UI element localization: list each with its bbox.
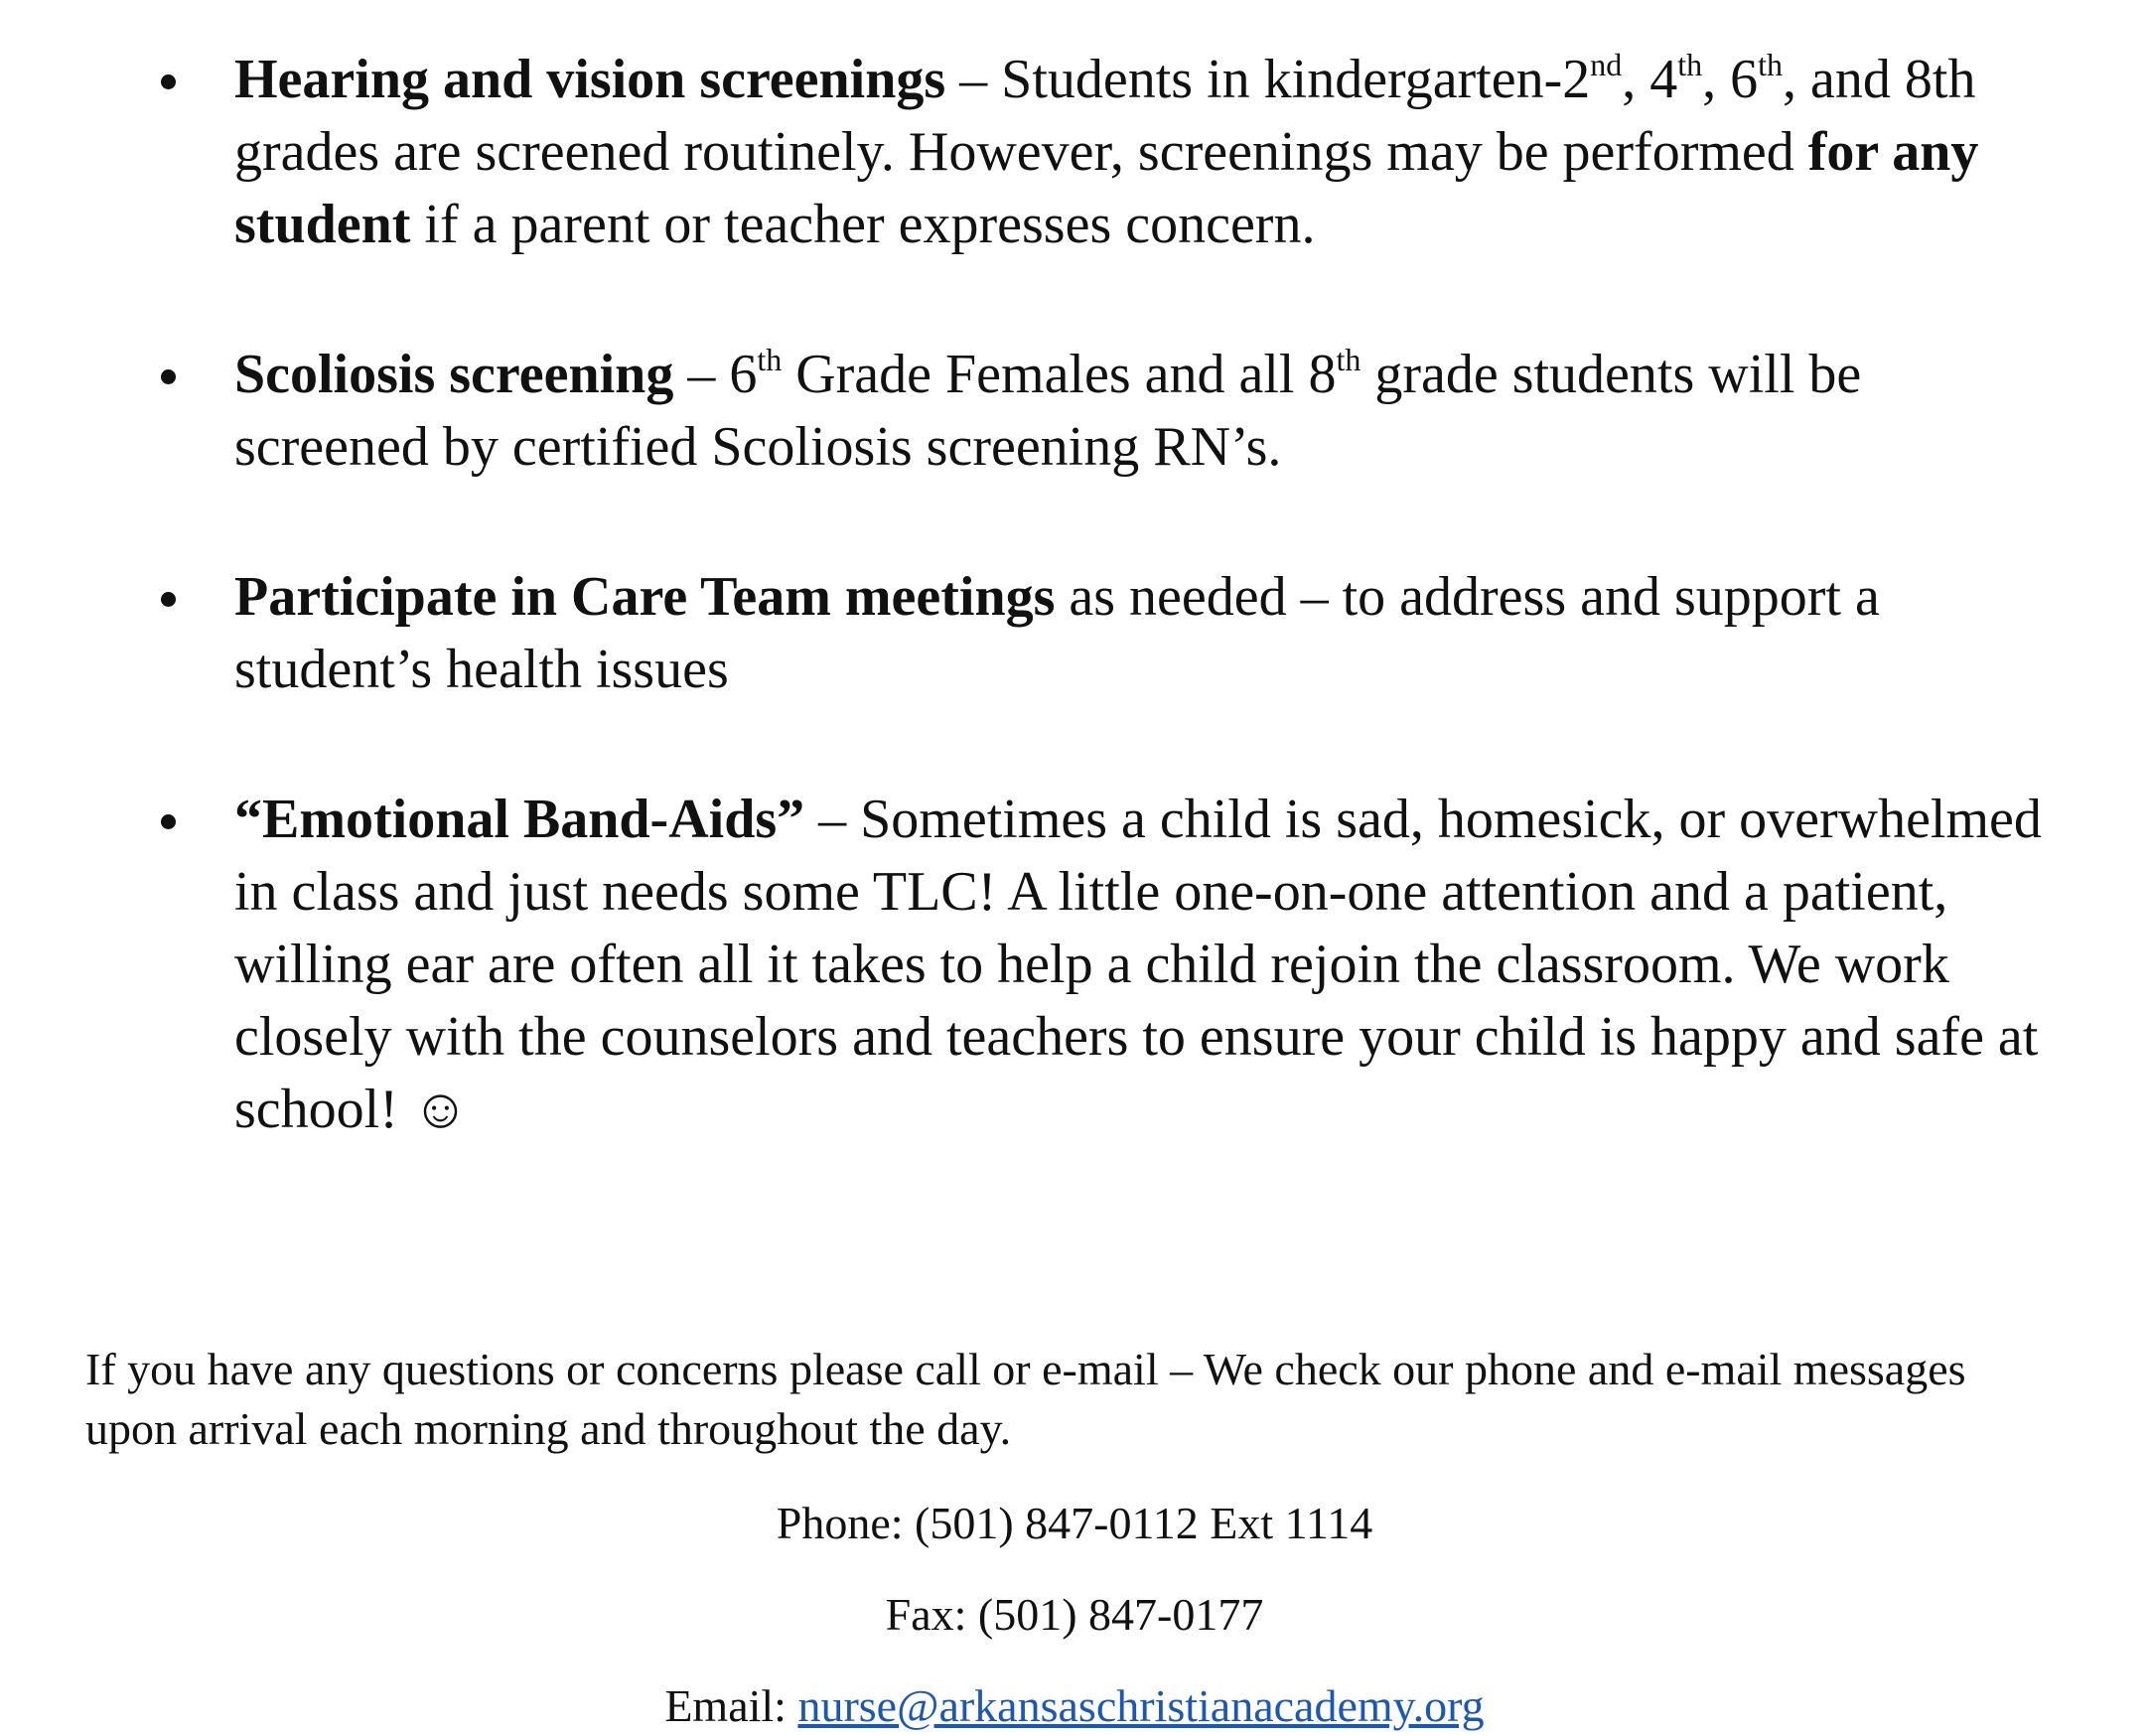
- list-item-hearing-vision: [0, 44, 2052, 261]
- item-title: “Emotional Band-Aids”: [234, 789, 805, 850]
- item-title: Hearing and vision screenings: [234, 49, 946, 110]
- list-item-scoliosis: [0, 339, 2052, 484]
- contact-note: If you have any questions or concerns please call or e-mail – We check our phone and e-mail messages upon arrival each morning and throughout the day.: [85, 1344, 1966, 1454]
- item-text: as needed – to address and support a student’s health issues: [234, 566, 1880, 700]
- email-line: [0, 1676, 2149, 1736]
- bullet-icon: [161, 74, 176, 89]
- services-bullet-list: [0, 44, 2149, 1224]
- list-item-care-team: [0, 561, 2052, 706]
- item-text: grade students will be screened by certified Scoliosis screening RN’s.: [234, 344, 1862, 478]
- item-text: , 4: [1622, 49, 1678, 110]
- item-text: Grade Females and all 8: [782, 344, 1337, 405]
- item-text: , and 8th grades are screened routinely. However, screenings may be performed: [234, 49, 1976, 183]
- email-link[interactable]: nurse@arkansaschristianacademy.org: [797, 1680, 1485, 1731]
- superscript: nd: [1590, 47, 1623, 82]
- list-item-emotional-band-aids: [0, 784, 2052, 1146]
- item-emphasis: for any student: [234, 121, 1979, 255]
- item-text: , 6: [1702, 49, 1759, 110]
- bullet-icon: [161, 814, 176, 829]
- item-text: if a parent or teacher expresses concern.: [410, 194, 1316, 255]
- bullet-icon: [161, 592, 176, 607]
- item-title: Scoliosis screening: [234, 344, 674, 405]
- item-text: – Students in kindergarten-2: [945, 49, 1591, 110]
- item-text: – Sometimes a child is sad, homesick, or overwhelmed in class and just needs some TLC! A little one-on-one attention and a patient, willing ear are often all it takes to help a child rejoin the classroom. We work closely with the counselors and teachers to ensure your child is happy and safe at school! ☺: [234, 789, 2042, 1140]
- superscript: th: [1758, 47, 1784, 82]
- superscript: th: [1677, 47, 1703, 82]
- item-text: – 6: [673, 344, 758, 405]
- phone-number: Phone: (501) 847-0112 Ext 1114: [776, 1498, 1373, 1548]
- superscript: th: [757, 342, 783, 377]
- email-label: Email:: [664, 1680, 798, 1731]
- superscript: th: [1336, 342, 1361, 377]
- bullet-icon: [161, 369, 176, 384]
- fax-number: Fax: (501) 847-0177: [885, 1589, 1264, 1640]
- item-title: Participate in Care Team meetings: [234, 566, 1056, 628]
